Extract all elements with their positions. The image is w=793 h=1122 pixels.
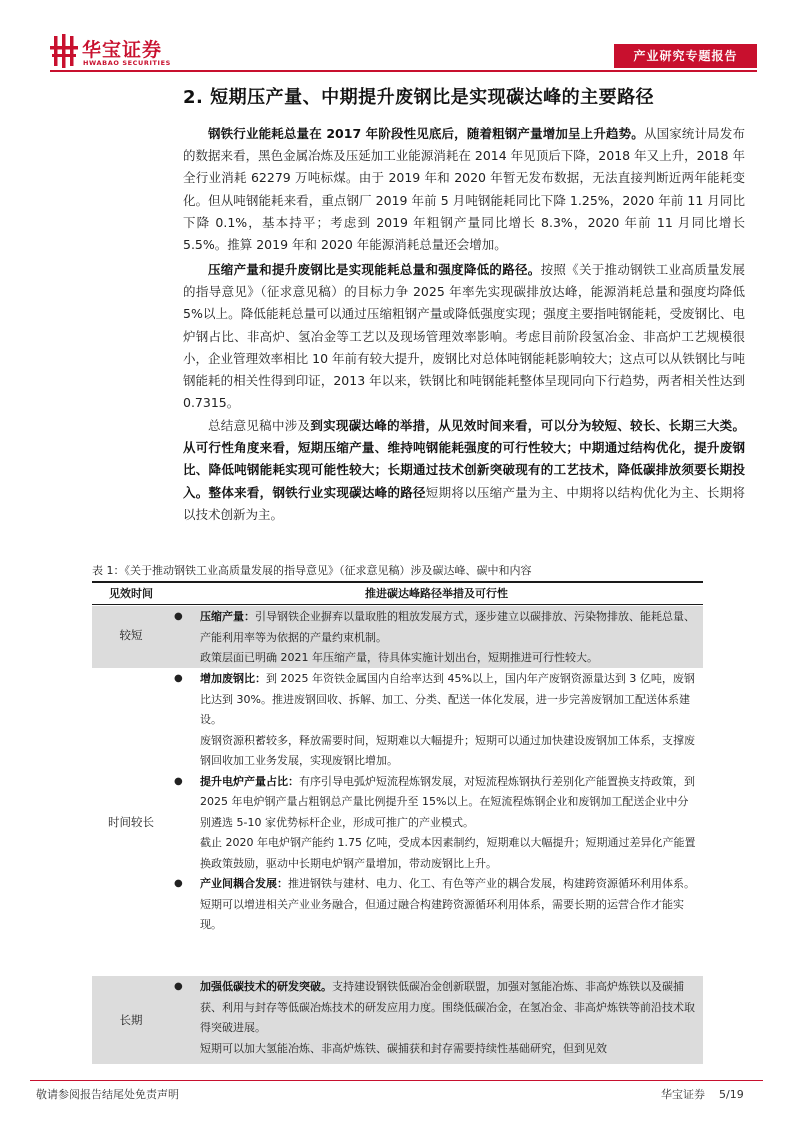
measure-title: 加强低碳技术的研发突破。 [200, 980, 332, 993]
paragraph-bold: 短期压缩产量、维持吨钢能耗强度的可行性较大；中期通过结构优化，提升废钢比、降低吨钢能耗实现可能性较大；长期通过技术创新突破现有的工艺技术，降低碳排放须要长期投入。整体来看， [183, 440, 745, 500]
report-type-badge: 产业研究专题报告 [614, 44, 757, 68]
measure-text: 支持建设钢铁低碳冶金创新联盟，加强对氢能冶炼、非高炉炼铁以及碳捕获、利用与封存等低碳冶炼技术的研发应用力度。围绕低碳冶金，在氢冶金、非高炉炼铁等前沿技术取得突破进展。 [200, 980, 695, 1034]
measure-item [172, 772, 697, 834]
row-label: 较短 [119, 628, 143, 642]
table-header-rule [92, 604, 703, 605]
row-label: 长期 [119, 1013, 143, 1027]
table-caption: 表 1：《关于推动钢铁工业高质量发展的指导意见》（征求意见稿）涉及碳达峰、碳中和内容 [92, 564, 532, 577]
page-header [0, 0, 793, 80]
measure-title: 产业间耦合发展： [200, 877, 288, 890]
company-logo [50, 34, 230, 70]
footer-company: 华宝证券 [661, 1088, 705, 1101]
measure-text: 到 2025 年资铁金属国内自给率达到 45%以上，国内年产废钢资源量达到 3 亿吨，废钢比达到 30%。推进废钢回收、拆解、加工、分类、配送一体化发展，进一步完善废钢加工配送体系建设。 [200, 672, 695, 726]
measure-note: 短期可以增进相关产业业务融合，但通过融合构建跨资源循环利用体系，需要长期的运营合作才能实现。 [200, 897, 684, 931]
measure-note: 短期可以加大氢能冶炼、非高炉炼铁、碳捕获和封存需要持续性基础研究，但到见效 [200, 1041, 607, 1055]
paragraph-text: 总结意见稿中涉及 [208, 418, 311, 433]
table-row-long-term [92, 976, 703, 1064]
header-divider [50, 70, 757, 72]
table-top-rule [92, 581, 703, 583]
bullet-icon: ● [174, 878, 183, 889]
row-body [172, 669, 697, 936]
row-label: 时间较长 [108, 815, 154, 829]
table-row-longer [92, 668, 703, 976]
hwabao-logo-icon [50, 34, 78, 68]
paragraph-lead: 钢铁行业能耗总量在 2017 年阶段性见底后，随着粗钢产量增加呈上升趋势。 [208, 126, 644, 141]
measure-note: 废钢资源积蓄较多，释放需要时间，短期难以大幅提升；短期可以通过加快建设废钢加工体系，支撑废钢回收加工业务发展，实现废钢比增加。 [200, 733, 695, 767]
paragraph-bold: 钢铁行业实现碳达峰的路径 [272, 484, 426, 500]
measure-note: 政策层面已明确 2021 年压缩产量，待具体实施计划出台，短期推进可行性较大。 [200, 651, 598, 664]
measure-title: 提升电炉产量占比： [200, 774, 299, 788]
paragraph-reduction-path [183, 259, 745, 414]
measure-title: 增加废钢比： [200, 672, 266, 685]
paragraph-text: 短期将以压缩产量为主、中期将以结构优化为主、长期将以技术创新为主。 [183, 484, 745, 522]
measure-text: 推进钢铁与建材、电力、化工、有色等产业的耦合发展，构建跨资源循环利用体系。 [288, 877, 695, 890]
measure-item [172, 669, 697, 731]
section-title: 2. 短期压产量、中期提升废钢比是实现碳达峰的主要路径 [183, 87, 655, 108]
measure-item [172, 607, 697, 648]
paragraph-bold: 到实现碳达峰的举措，从见效时间来看，可以分为较短、较长、长期三大类。从可行性角度来看， [183, 418, 745, 456]
footer-company-page [661, 1086, 744, 1102]
bullet-icon: ● [174, 611, 183, 622]
paragraph-lead: 压缩产量和提升废钢比是实现能耗总量和强度降低的路径。 [208, 262, 541, 277]
measure-text: 引导钢铁企业摒弃以量取胜的粗放发展方式，逐步建立以碳排放、污染物排放、能耗总量、产能利用率等为依据的产量约束机制。 [200, 610, 695, 644]
paragraph-body: 按照《关于推动钢铁工业高质量发展的指导意见》（征求意见稿）的目标力争 2025 年率先实现碳排放达峰，能源消耗总量和强度均降低 5%以上。降低能耗总量可以通过压缩粗钢产量或降低强度实现；强度主要指吨钢能耗，受废钢比、电炉钢占比、非高炉、氢冶金等工艺以及现场管理效率影响。考虑目前阶段氢冶金、非高炉工艺规模很小，企业管理效率相比 10 年前有较大提升，废钢比对总体吨钢能耗影响较大；这点可以从铁钢比与吨钢能耗的相关性得到印证，2013 年以来，铁钢比和吨钢能耗整体呈现同向下行趋势，两者相关性达到 0.7315。 [183, 262, 745, 411]
table-header-measures: 推进碳达峰路径举措及可行性 [365, 587, 508, 600]
measure-title: 压缩产量： [200, 610, 255, 623]
measure-note: 截止 2020 年电炉钢产能约 1.75 亿吨，受成本因素制约，短期难以大幅提升；短期通过差异化产能置换政策鼓励，驱动中长期电炉钢产量增加，带动废钢比上升。 [200, 836, 696, 870]
row-body [172, 977, 697, 1059]
bullet-icon: ● [174, 673, 183, 684]
table-header-time: 见效时间 [109, 587, 153, 600]
row-body [172, 607, 697, 669]
logo-chinese: 华宝证券 [82, 39, 163, 61]
paragraph-energy-consumption [183, 123, 745, 256]
measure-item [172, 874, 697, 895]
table-row-short [92, 606, 703, 668]
measure-text: 有序引导电弧炉短流程炼钢发展，对短流程炼钢执行差别化产能置换支持政策，到 2025 年电炉钢产量占粗钢总产量比例提升至 15%以上。在短流程炼钢企业和废钢加工配送企业中分别遴选 5-10 家优势标杆企业，形成可推广的产业模式。 [200, 774, 695, 829]
paragraph-body: 从国家统计局发布的数据来看，黑色金属冶炼及压延加工业能源消耗在 2014 年见顶后下降，2018 年又上升，2018 年全行业消耗 62279 万吨标煤。由于 2019 年和 2020 年暂无发布数据，无法直接判断近两年能耗变化。但从吨钢能耗来看，重点钢厂 2019 年前 5 月吨钢能耗同比下降 1.25%，2020 年前 11 月同比下降 0.1%，基本持平；考虑到 2019 年粗钢产量同比增长 8.3%，2020 年前 11 月同比增长 5.5%。推算 2019 年和 2020 年能源消耗总量还会增加。 [183, 126, 745, 253]
paragraph-summary [183, 415, 745, 526]
footer-disclaimer: 敬请参阅报告结尾处免责声明 [36, 1088, 179, 1101]
bullet-icon: ● [174, 981, 183, 992]
logo-english: HWABAO SECURITIES [83, 59, 171, 67]
footer-divider [30, 1080, 763, 1081]
page-number: 5/19 [719, 1088, 744, 1101]
measure-item [172, 977, 697, 1039]
bullet-icon: ● [174, 775, 183, 787]
